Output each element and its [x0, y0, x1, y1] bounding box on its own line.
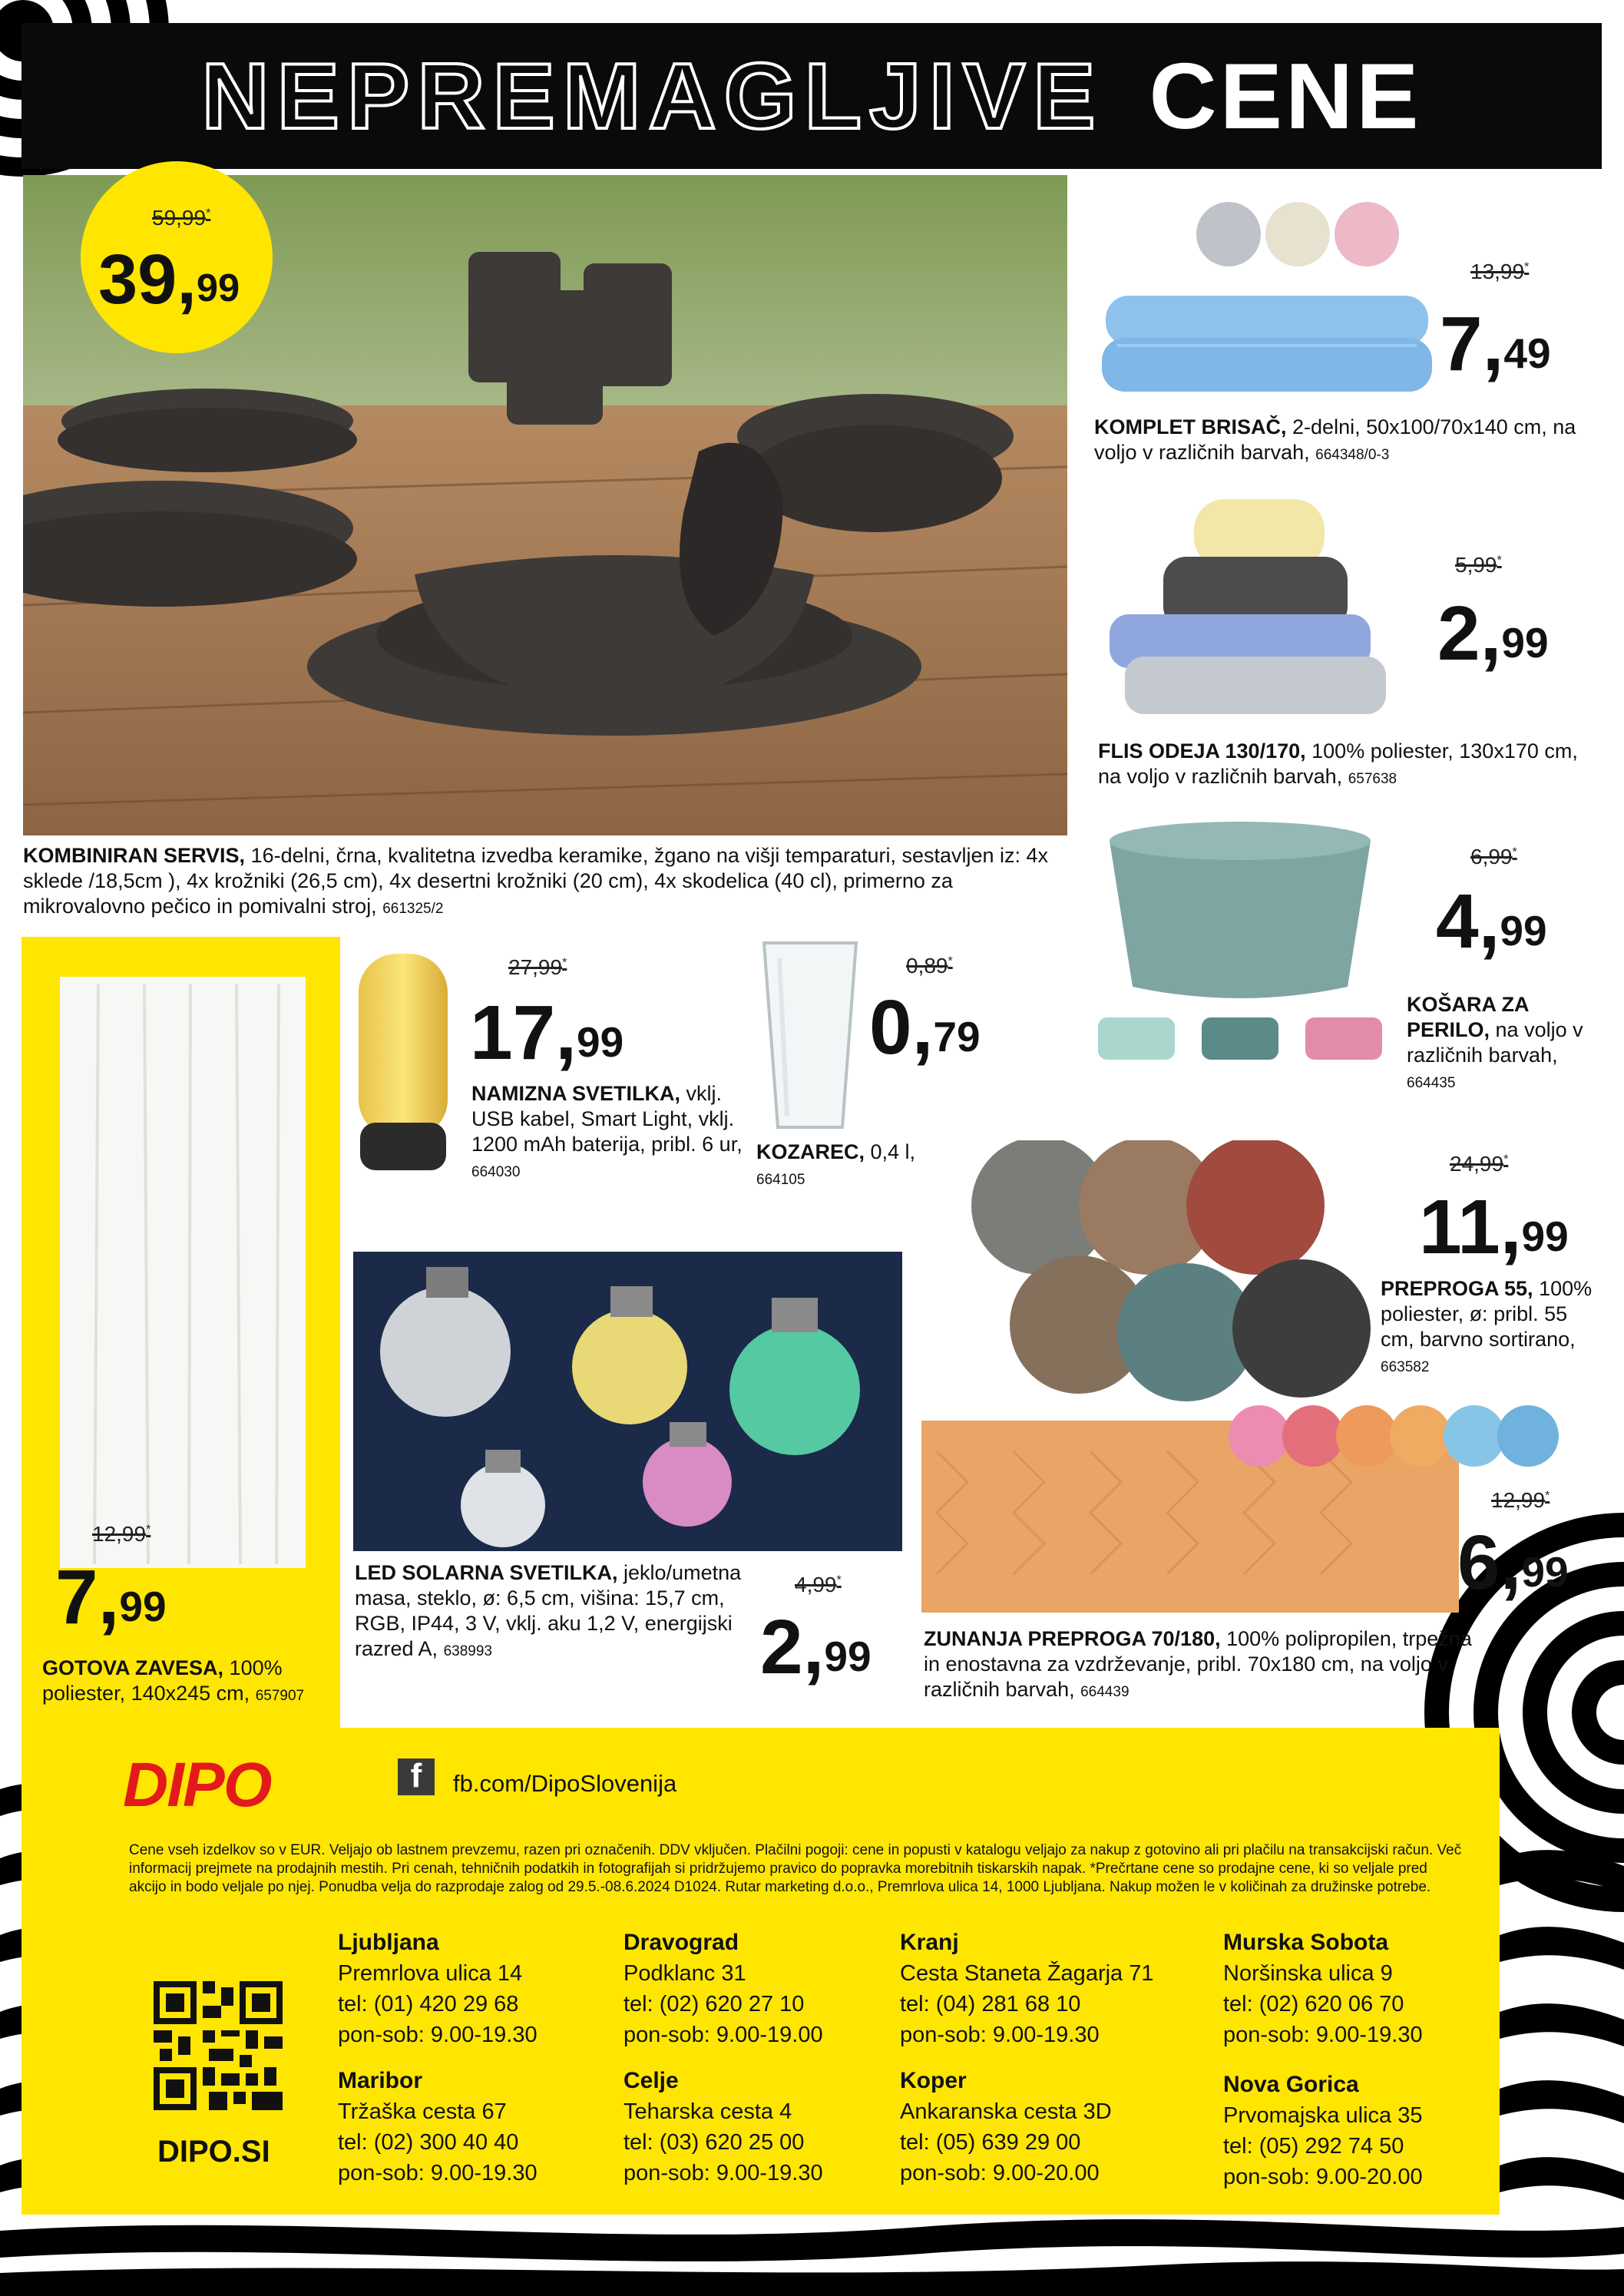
- svetilka-description: NAMIZNA SVETILKA, vklj. USB kabel, Smart Light, vklj. 1200 mAh baterija, pribl. 6 ur, 664030: [471, 1082, 743, 1180]
- servis-description: KOMBINIRAN SERVIS, 16-delni, črna, kvalitetna izvedba keramike, žgano na višji temparaturi, sestavljen iz: 4x sklede /18,5cm ), 4x krožniki (26,5 cm), 4x desertni krožniki (20 cm), 4x skodelica (40 cl), primerno za mikrovalovno pečico in pomivalni stroj, 661325/2: [23, 844, 1049, 918]
- store-tel: tel: (02) 620 27 10: [623, 1992, 805, 2016]
- store-city: Maribor: [338, 2068, 423, 2093]
- zavesa-old-price: 12,99*: [92, 1522, 151, 1546]
- facebook-icon[interactable]: f: [398, 1758, 435, 1795]
- kosara-price: 4,99: [1436, 878, 1547, 964]
- store-city: Nova Gorica: [1223, 2072, 1359, 2097]
- store-street: Cesta Staneta Žagarja 71: [900, 1961, 1154, 1986]
- preproga55-old-price: 24,99*: [1450, 1152, 1509, 1176]
- store-city: Celje: [623, 2068, 679, 2093]
- store-celje: [623, 2066, 823, 2188]
- store-city: Ljubljana: [338, 1930, 439, 1955]
- store-street: Noršinska ulica 9: [1223, 1961, 1393, 1986]
- store-hours: pon-sob: 9.00-19.30: [338, 2023, 537, 2047]
- store-city: Kranj: [900, 1930, 959, 1955]
- store-hours: pon-sob: 9.00-19.30: [1223, 2023, 1423, 2047]
- store-tel: tel: (01) 420 29 68: [338, 1992, 519, 2016]
- kozarec-price: 0,79: [869, 984, 981, 1070]
- fleece-blanket-photo: [1094, 484, 1417, 729]
- kozarec-old-price: 0,89*: [906, 954, 953, 978]
- zunanja-description: ZUNANJA PREPROGA 70/180, 100% polipropilen, trpežna in enostavna za vzdrževanje, pribl. 70x180 cm, na voljo v različnih barvah, 664439: [924, 1627, 1472, 1701]
- store-street: Teharska cesta 4: [623, 2099, 792, 2124]
- page-header: [21, 23, 1602, 169]
- store-hours: pon-sob: 9.00-19.00: [623, 2023, 823, 2047]
- round-rugs-photo: [956, 1140, 1386, 1401]
- store-tel: tel: (02) 620 06 70: [1223, 1992, 1404, 2016]
- svetilka-price: 17,99: [470, 990, 624, 1076]
- facebook-link[interactable]: fb.com/DipoSlovenija: [453, 1770, 677, 1797]
- solarna-old-price: 4,99*: [795, 1573, 842, 1596]
- towel-photo: [1094, 196, 1440, 403]
- glass-photo: [756, 935, 864, 1135]
- store-ljubljana: [338, 1927, 537, 2050]
- preproga55-price: 11,99: [1419, 1184, 1569, 1270]
- store-street: Premrlova ulica 14: [338, 1961, 523, 1986]
- store-hours: pon-sob: 9.00-20.00: [1223, 2165, 1423, 2189]
- kozarec-description: KOZAREC, 0,4 l, 664105: [756, 1140, 916, 1188]
- solarna-description: LED SOLARNA SVETILKA, jeklo/umetna masa, steklo, ø: 6,5 cm, višina: 15,7 cm, RGB, IP44, 3 V, vklj. aku 1,2 V, energijski razred A, 638993: [355, 1561, 742, 1660]
- legal-notice: Cene vseh izdelkov so v EUR. Veljajo ob lastnem prevzemu, razen pri označenih. DDV vključen. Plačilni pogoji: cene in popusti v katalogu veljajo za nakup z gotovino ali pri plačilu na transakcijski račun. Več informacij prejmete na prodajnih mestih. Pri cenah, tehničnih podatkih in fotografijah si pridržujemo pravico do popravka morebitnih tiskarskih napak. *Prečrtane cene so prodajne cene, ki so veljale pred akcijo in bodo veljale po njej. Ponudba velja do razprodaje zalog od 29.5.-08.6.2024 D1024. Rutar marketing d.o.o., Premrlova ulica 14, 1000 Ljubljana. Nakup možen le v količinah za družinske potrebe.: [129, 1842, 1462, 1895]
- zunanja-old-price: 12,99*: [1491, 1488, 1550, 1512]
- store-tel: tel: (05) 292 74 50: [1223, 2134, 1404, 2159]
- store-tel: tel: (04) 281 68 10: [900, 1992, 1081, 2016]
- servis-price: 39,99: [98, 240, 240, 319]
- flis-price: 2,99: [1437, 591, 1549, 677]
- qr-code-icon[interactable]: [154, 1981, 283, 2110]
- preproga55-description: PREPROGA 55, 100% poliester, ø: pribl. 55 cm, barvno sortirano, 663582: [1381, 1277, 1593, 1375]
- svetilka-old-price: 27,99*: [508, 955, 567, 979]
- store-tel: tel: (02) 300 40 40: [338, 2130, 519, 2155]
- store-hours: pon-sob: 9.00-19.30: [900, 2023, 1100, 2047]
- table-lamp-photo: [349, 946, 457, 1176]
- store-hours: pon-sob: 9.00-20.00: [900, 2161, 1100, 2185]
- store-kranj: [900, 1927, 1153, 2050]
- store-city: Murska Sobota: [1223, 1930, 1389, 1955]
- store-nova-gorica: [1223, 2069, 1423, 2192]
- store-maribor: [338, 2066, 537, 2188]
- store-koper: [900, 2066, 1112, 2188]
- header-outline-text: NEPREMAGLJIVE: [201, 44, 1103, 148]
- store-hours: pon-sob: 9.00-19.30: [623, 2161, 823, 2185]
- store-tel: tel: (03) 620 25 00: [623, 2130, 805, 2155]
- curtain-photo: [52, 969, 313, 1583]
- store-street: Prvomajska ulica 35: [1223, 2103, 1423, 2128]
- header-solid-text: CENE: [1149, 44, 1422, 148]
- kosara-description: KOŠARA ZA PERILO, na voljo v različnih barvah, 664435: [1407, 993, 1583, 1091]
- solarna-price: 2,99: [760, 1604, 872, 1690]
- store-street: Podklanc 31: [623, 1961, 746, 1986]
- brisac-description: KOMPLET BRISAČ, 2-delni, 50x100/70x140 cm, na voljo v različnih barvah, 664348/0-3: [1094, 415, 1576, 464]
- store-murska-sobota: [1223, 1927, 1423, 2050]
- zavesa-price: 7,99: [55, 1554, 167, 1640]
- store-tel: tel: (05) 639 29 00: [900, 2130, 1081, 2155]
- store-street: Tržaška cesta 67: [338, 2099, 507, 2124]
- flis-description: FLIS ODEJA 130/170, 100% poliester, 130x170 cm, na voljo v različnih barvah, 657638: [1098, 739, 1578, 788]
- laundry-basket-photo: [1094, 818, 1386, 1071]
- brisac-price: 7,49: [1440, 301, 1551, 387]
- zavesa-description: GOTOVA ZAVESA, 100% poliester, 140x245 cm, 657907: [42, 1656, 305, 1705]
- zunanja-price: 6,99: [1457, 1520, 1569, 1606]
- solar-lights-photo: [353, 1252, 902, 1551]
- flis-old-price: 5,99*: [1455, 553, 1502, 577]
- website-link[interactable]: DIPO.SI: [157, 2135, 270, 2169]
- store-city: Koper: [900, 2068, 967, 2093]
- store-hours: pon-sob: 9.00-19.30: [338, 2161, 537, 2185]
- store-street: Ankaranska cesta 3D: [900, 2099, 1112, 2124]
- brisac-old-price: 13,99*: [1470, 260, 1530, 283]
- dipo-logo: DIPO: [123, 1750, 271, 1820]
- servis-old-price: 59,99*: [152, 206, 211, 230]
- store-city: Dravograd: [623, 1930, 739, 1955]
- kosara-old-price: 6,99*: [1470, 845, 1517, 868]
- store-dravograd: [623, 1927, 823, 2050]
